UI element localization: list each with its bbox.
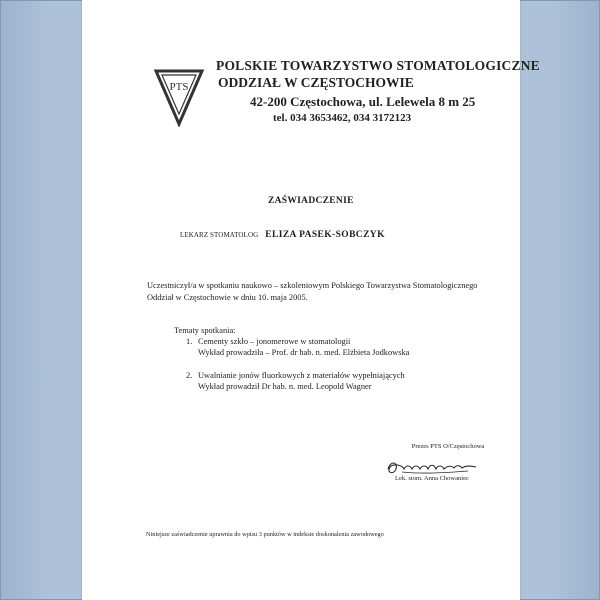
certificate-page <box>82 0 540 600</box>
letterhead <box>216 58 540 124</box>
document-title: ZAŚWIADCZENIE <box>268 196 354 206</box>
topic-item <box>186 336 494 358</box>
branch-name: ODDZIAŁ W CZĘSTOCHOWIE <box>218 75 414 90</box>
footer-note: Niniejsze zaświadczenie uprawnia do wpisu 3 punktów w indeksie doskonalenia zawodowego <box>146 531 384 538</box>
logo-text: PTS <box>169 81 189 93</box>
pts-logo <box>153 67 205 127</box>
topic-item <box>186 370 494 392</box>
body-paragraph: Uczestniczył/a w spotkaniu naukowo – szkoleniowym Polskiego Towarzystwa Stomatologicznego Oddział w Częstochowie w dniu 10. maja 2005. <box>147 281 478 302</box>
topic-speaker: Wykład prowadził Dr hab. n. med. Leopold Wagner <box>198 382 372 391</box>
address: 42-200 Częstochowa, ul. Lelewela 8 m 25 <box>250 94 476 109</box>
organization-name: POLSKIE TOWARZYSTWO STOMATOLOGICZNE <box>216 58 540 73</box>
topic-speaker: Wykład prowadziła – Prof. dr hab. n. med. Elżbieta Jodkowska <box>198 348 410 357</box>
signer-name: Lek. stom. Anna Chowaniec <box>395 475 469 482</box>
topic-number: 1. <box>186 337 193 346</box>
topics-heading: Tematy spotkania: <box>174 326 236 335</box>
topics-section <box>174 325 494 392</box>
recipient-role: LEKARZ STOMATOLOG <box>180 231 259 239</box>
topic-title: Uwalnianie jonów fluorkowych z materiałów wypełniających <box>198 371 405 380</box>
recipient-name: ELIZA PASEK-SOBCZYK <box>265 230 385 240</box>
signature-title: Prezes PTS O/Częstochowa <box>411 443 485 450</box>
topic-title: Cementy szkło – jonomerowe w stomatologii <box>198 337 351 346</box>
recipient-line <box>180 224 385 242</box>
phone-numbers: tel. 034 3653462, 034 3172123 <box>273 112 412 124</box>
topic-number: 2. <box>186 371 193 380</box>
